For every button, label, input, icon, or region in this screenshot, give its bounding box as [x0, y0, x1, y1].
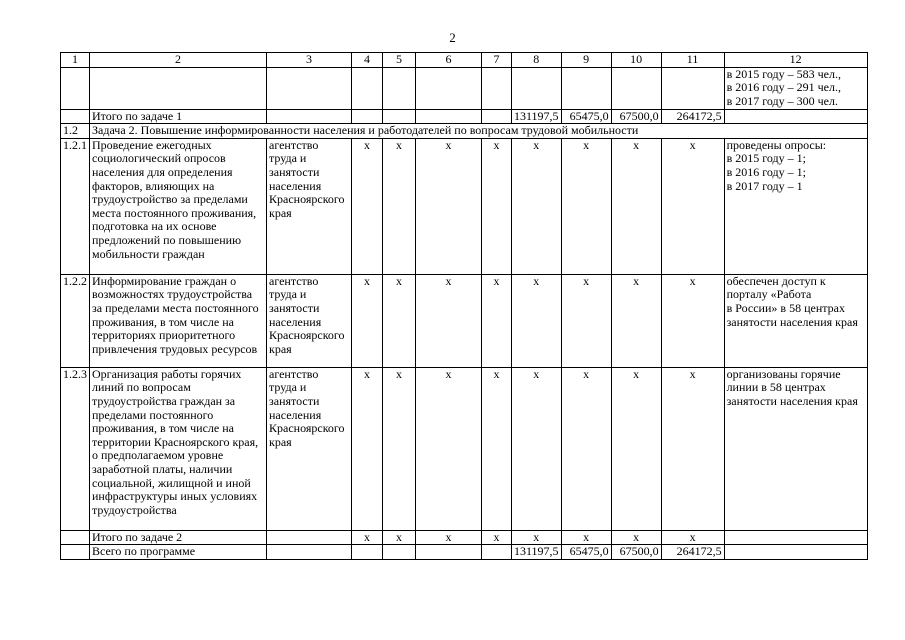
row-mark: х — [611, 138, 661, 274]
continuation-row — [61, 67, 868, 109]
row-mark: х — [416, 274, 482, 367]
total-task2-mark: х — [416, 530, 482, 545]
table-row — [61, 367, 868, 530]
continuation-result: в 2015 году – 583 чел., в 2016 году – 291 чел., в 2017 году – 300 чел. — [724, 67, 867, 109]
row-number: 1.2.1 — [61, 138, 90, 274]
header-col-6: 6 — [416, 53, 482, 68]
table-row — [61, 138, 868, 274]
total-task1-value: 131197,5 — [512, 109, 562, 124]
total-task2-mark: х — [661, 530, 724, 545]
total-task2-mark: х — [512, 530, 562, 545]
total-task1-row — [61, 109, 868, 124]
header-col-8: 8 — [512, 53, 562, 68]
row-mark: х — [661, 274, 724, 367]
row-mark: х — [416, 138, 482, 274]
row-result: обеспечен доступ к порталу «Работа в России» в 58 центрах занятости населения края — [724, 274, 867, 367]
row-mark: х — [482, 138, 512, 274]
total-task2-mark: х — [561, 530, 611, 545]
header-col-9: 9 — [561, 53, 611, 68]
row-mark: х — [416, 367, 482, 530]
row-result: проведены опросы: в 2015 году – 1; в 2016 году – 1; в 2017 году – 1 — [724, 138, 867, 274]
row-mark: х — [512, 367, 562, 530]
total-task2-mark: х — [383, 530, 416, 545]
total-program-value: 65475,0 — [561, 545, 611, 560]
row-name: Информирование граждан о возможностях трудоустройства за пределами места постоянного проживания, в том числе на территориях приоритетного привлечения трудовых ресурсов — [90, 274, 267, 367]
header-col-2: 2 — [90, 53, 267, 68]
total-task2-row — [61, 530, 868, 545]
row-mark: х — [482, 367, 512, 530]
row-mark: х — [352, 138, 383, 274]
total-program-label: Всего по программе — [90, 545, 267, 560]
total-program-row — [61, 545, 868, 560]
header-col-4: 4 — [352, 53, 383, 68]
row-mark: х — [561, 367, 611, 530]
total-task1-value: 264172,5 — [661, 109, 724, 124]
total-task2-mark: х — [482, 530, 512, 545]
row-mark: х — [352, 367, 383, 530]
total-program-value: 264172,5 — [661, 545, 724, 560]
row-name: Проведение ежегодных социологический опросов населения для определения факторов, влияющих на трудоустройство за пределами места постоянного проживания, подготовка на их основе предложений по повышению мобильности граждан — [90, 138, 267, 274]
row-mark: х — [661, 367, 724, 530]
table-row — [61, 274, 868, 367]
row-mark: х — [611, 274, 661, 367]
header-number-row — [61, 53, 868, 68]
header-col-12: 12 — [724, 53, 867, 68]
total-task2-label: Итого по задаче 2 — [90, 530, 267, 545]
row-mark: х — [561, 138, 611, 274]
total-task2-mark: х — [352, 530, 383, 545]
row-mark: х — [611, 367, 661, 530]
header-col-11: 11 — [661, 53, 724, 68]
row-mark: х — [383, 367, 416, 530]
row-mark: х — [482, 274, 512, 367]
task2-heading-row — [61, 124, 868, 139]
total-task1-value: 65475,0 — [561, 109, 611, 124]
row-number: 1.2.3 — [61, 367, 90, 530]
total-task2-mark: х — [611, 530, 661, 545]
row-mark: х — [383, 274, 416, 367]
row-number: 1.2.2 — [61, 274, 90, 367]
row-executor: агентство труда и занятости населения Красноярского края — [267, 274, 352, 367]
header-col-5: 5 — [383, 53, 416, 68]
row-name: Организация работы горячих линий по вопросам трудоустройства граждан за пределами постоянного проживания, в том числе на территории Красноярского края, о предполагаемом уровне заработной платы, наличии социальной, жилищной и иной инфраструктуры иных условиях трудоустройства — [90, 367, 267, 530]
total-program-value: 131197,5 — [512, 545, 562, 560]
program-table — [60, 52, 868, 560]
task2-title: Задача 2. Повышение информированности населения и работодателей по вопросам трудовой мобильности — [90, 124, 868, 139]
row-mark: х — [352, 274, 383, 367]
header-col-10: 10 — [611, 53, 661, 68]
total-task1-value: 67500,0 — [611, 109, 661, 124]
task2-number: 1.2 — [61, 124, 90, 139]
header-col-3: 3 — [267, 53, 352, 68]
total-program-value: 67500,0 — [611, 545, 661, 560]
page-number: 2 — [449, 30, 456, 45]
row-executor: агентство труда и занятости населения Красноярского края — [267, 367, 352, 530]
header-col-7: 7 — [482, 53, 512, 68]
row-mark: х — [383, 138, 416, 274]
row-result: организованы горячие линии в 58 центрах занятости населения края — [724, 367, 867, 530]
row-executor: агентство труда и занятости населения Красноярского края — [267, 138, 352, 274]
row-mark: х — [512, 138, 562, 274]
row-mark: х — [661, 138, 724, 274]
header-col-1: 1 — [61, 53, 90, 68]
total-task1-label: Итого по задаче 1 — [90, 109, 267, 124]
row-mark: х — [512, 274, 562, 367]
row-mark: х — [561, 274, 611, 367]
